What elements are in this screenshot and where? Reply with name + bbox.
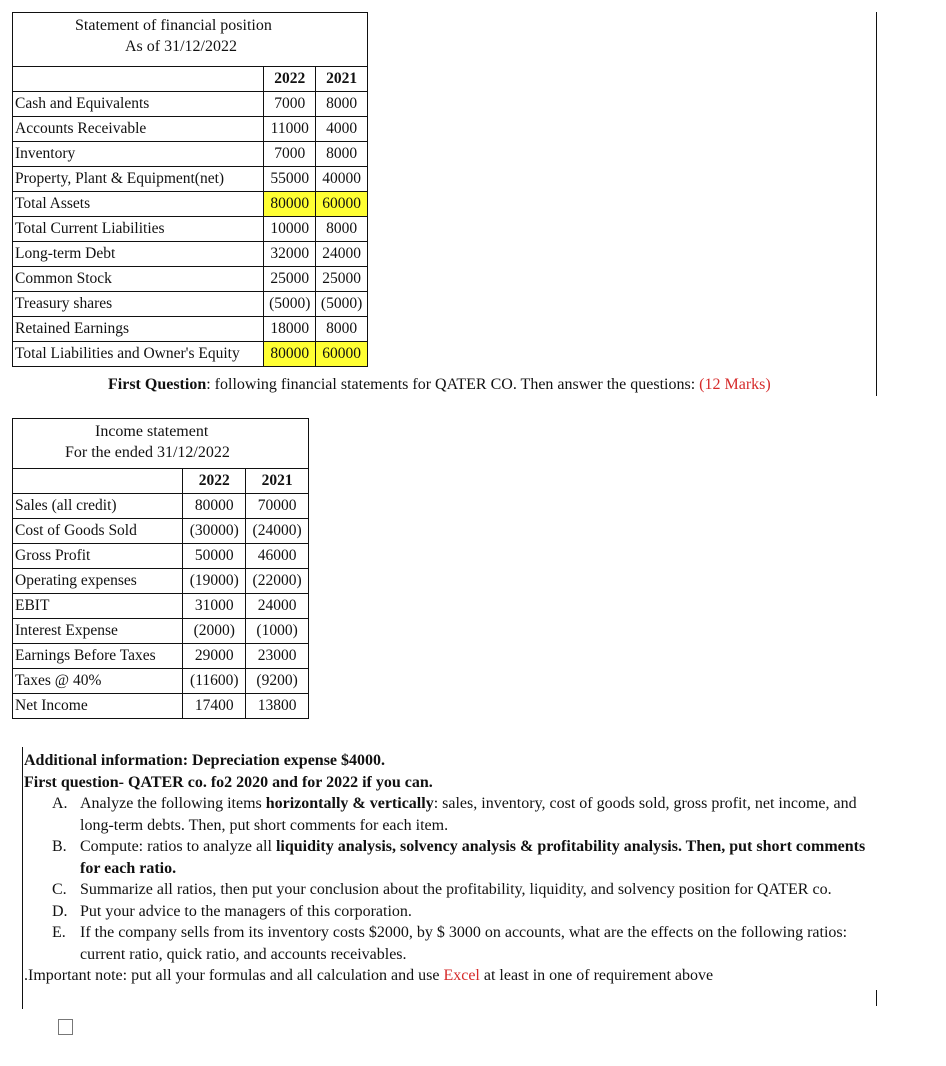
value-2022: 50000	[183, 544, 246, 569]
value-2021: (22000)	[246, 569, 309, 594]
value-2021: 8000	[316, 142, 368, 167]
row-label: Total Liabilities and Owner's Equity	[13, 342, 264, 367]
value-2021: 40000	[316, 167, 368, 192]
table-row	[13, 117, 368, 142]
row-label: Interest Expense	[13, 619, 183, 644]
important-note-text: .Important note: put all your formulas and all calculation and use	[24, 967, 444, 984]
row-label: Inventory	[13, 142, 264, 167]
income-statement-title: Income statement	[95, 423, 209, 440]
list-item	[24, 901, 874, 923]
row-label: Taxes @ 40%	[13, 669, 183, 694]
header-blank	[13, 469, 183, 494]
table-row	[13, 669, 309, 694]
value-2021: (5000)	[316, 292, 368, 317]
row-label: Property, Plant & Equipment(net)	[13, 167, 264, 192]
year-header-2022: 2022	[264, 67, 316, 92]
list-text: Analyze the following items	[80, 795, 266, 812]
value-2022: (5000)	[264, 292, 316, 317]
table-row	[13, 594, 309, 619]
table-row	[13, 519, 309, 544]
important-note-end: at least in one of requirement above	[479, 967, 714, 984]
table-row	[13, 544, 309, 569]
list-letter: A.	[52, 795, 68, 812]
additional-info-block	[24, 750, 874, 987]
right-border-top	[876, 12, 877, 396]
list-letter: E.	[52, 924, 66, 941]
income-statement-subtitle: For the ended 31/12/2022	[65, 444, 230, 461]
row-label: Retained Earnings	[13, 317, 264, 342]
value-2021: (9200)	[246, 669, 309, 694]
list-letter: B.	[52, 838, 67, 855]
value-2022: 10000	[264, 217, 316, 242]
value-2021: 46000	[246, 544, 309, 569]
table-row	[13, 167, 368, 192]
value-2022: 80000	[183, 494, 246, 519]
income-statement-header-row	[13, 469, 309, 494]
list-item	[24, 836, 874, 879]
value-2022: (19000)	[183, 569, 246, 594]
value-2021: 24000	[316, 242, 368, 267]
list-bold-text: horizontally & vertically	[265, 795, 434, 812]
table-row	[13, 569, 309, 594]
row-label: Accounts Receivable	[13, 117, 264, 142]
list-text: Summarize all ratios, then put your conclusion about the profitability, liquidity, and solvency position for QATER co.	[80, 881, 832, 898]
table-row	[13, 619, 309, 644]
table-row	[13, 242, 368, 267]
balance-sheet-header-row	[13, 67, 368, 92]
table-row	[13, 192, 368, 217]
row-label: Earnings Before Taxes	[13, 644, 183, 669]
row-label: Total Current Liabilities	[13, 217, 264, 242]
value-2021: 13800	[246, 694, 309, 719]
table-row	[13, 92, 368, 117]
balance-sheet-title: Statement of financial position	[75, 17, 272, 34]
table-row	[13, 317, 368, 342]
row-label: Sales (all credit)	[13, 494, 183, 519]
value-2021: 25000	[316, 267, 368, 292]
value-2022: 18000	[264, 317, 316, 342]
table-row	[13, 342, 368, 367]
excel-word: Excel	[443, 967, 480, 984]
row-label: EBIT	[13, 594, 183, 619]
income-statement-title-box	[12, 418, 309, 468]
value-2021: 8000	[316, 317, 368, 342]
row-label: Operating expenses	[13, 569, 183, 594]
table-row	[13, 292, 368, 317]
table-row	[13, 644, 309, 669]
value-2021: 24000	[246, 594, 309, 619]
list-text: If the company sells from its inventory costs $2000, by $ 3000 on accounts, what are the effects on the following ratios: current ratio, quick ratio, and accounts receivables.	[80, 924, 848, 963]
row-label: Gross Profit	[13, 544, 183, 569]
value-2022: 7000	[264, 92, 316, 117]
requirements-list	[24, 793, 874, 965]
value-2021: 8000	[316, 92, 368, 117]
additional-info-line: Additional information: Depreciation expense $4000.	[24, 752, 386, 769]
value-2021: 23000	[246, 644, 309, 669]
row-label: Total Assets	[13, 192, 264, 217]
list-text: Compute: ratios to analyze all	[80, 838, 276, 855]
list-item	[24, 879, 874, 901]
value-2021: 60000	[316, 342, 368, 367]
balance-sheet-title-box	[12, 12, 368, 66]
table-row	[13, 494, 309, 519]
year-header-2022: 2022	[183, 469, 246, 494]
value-2022: 25000	[264, 267, 316, 292]
value-2022: (30000)	[183, 519, 246, 544]
list-letter: C.	[52, 881, 67, 898]
value-2021: 8000	[316, 217, 368, 242]
value-2022: 32000	[264, 242, 316, 267]
value-2021: 60000	[316, 192, 368, 217]
list-text-end: : sales, inventory, cost of goods sold, gross profit, net income, and long-term debts. Then, put short comments for each item.	[80, 795, 857, 834]
first-question-heading: First question- QATER co. fo2 2020 and for 2022 if you can.	[24, 773, 433, 791]
list-bold-text: liquidity analysis, solvency analysis & profitability analysis. Then, put short comments for each ratio.	[80, 838, 866, 877]
value-2022: 17400	[183, 694, 246, 719]
value-2022: 80000	[264, 192, 316, 217]
income-statement-table	[12, 468, 309, 719]
header-blank	[13, 67, 264, 92]
first-question-text: : following financial statements for QATER CO. Then answer the questions:	[206, 376, 700, 393]
table-row	[13, 142, 368, 167]
right-border-bottom	[876, 990, 877, 1006]
value-2022: 55000	[264, 167, 316, 192]
row-label: Cash and Equivalents	[13, 92, 264, 117]
empty-checkbox[interactable]	[58, 1019, 73, 1035]
first-question-line	[108, 376, 771, 394]
value-2021: 4000	[316, 117, 368, 142]
important-note	[24, 965, 874, 987]
row-label: Common Stock	[13, 267, 264, 292]
year-header-2021: 2021	[316, 67, 368, 92]
left-border-bottom	[22, 747, 23, 1009]
value-2022: (11600)	[183, 669, 246, 694]
balance-sheet-table	[12, 66, 368, 367]
value-2021: (1000)	[246, 619, 309, 644]
first-question-label: First Question	[108, 376, 207, 393]
table-row	[13, 694, 309, 719]
list-letter: D.	[52, 902, 68, 920]
value-2022: (2000)	[183, 619, 246, 644]
value-2022: 31000	[183, 594, 246, 619]
list-item	[24, 922, 874, 965]
value-2022: 80000	[264, 342, 316, 367]
table-row	[13, 267, 368, 292]
row-label: Cost of Goods Sold	[13, 519, 183, 544]
value-2022: 7000	[264, 142, 316, 167]
table-row	[13, 217, 368, 242]
row-label: Long-term Debt	[13, 242, 264, 267]
list-text: Put your advice to the managers of this corporation.	[80, 902, 412, 920]
value-2021: 70000	[246, 494, 309, 519]
row-label: Net Income	[13, 694, 183, 719]
list-item	[24, 793, 874, 836]
row-label: Treasury shares	[13, 292, 264, 317]
balance-sheet-subtitle: As of 31/12/2022	[125, 38, 237, 55]
value-2022: 29000	[183, 644, 246, 669]
value-2022: 11000	[264, 117, 316, 142]
first-question-marks: (12 Marks)	[699, 376, 771, 393]
value-2021: (24000)	[246, 519, 309, 544]
year-header-2021: 2021	[246, 469, 309, 494]
